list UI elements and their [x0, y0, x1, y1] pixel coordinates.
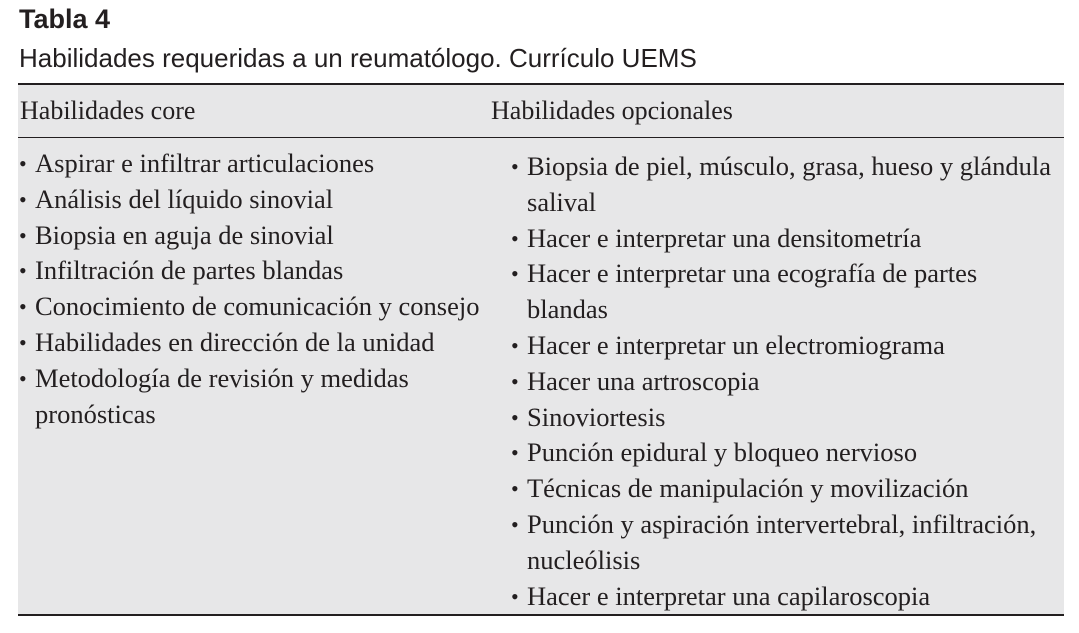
list-item [18, 289, 480, 325]
bullet-icon: • [511, 225, 519, 251]
bullet-icon: • [511, 404, 519, 430]
bullet-icon: • [19, 151, 27, 176]
list-item [18, 182, 480, 218]
list-item [510, 471, 1062, 507]
list-item-text: Análisis del líquido sinovial [35, 183, 334, 214]
skills-table [18, 83, 1064, 616]
list-item [18, 325, 480, 361]
list-item [510, 364, 1062, 400]
list-item-text: Punción epidural y bloqueo nervioso [527, 437, 918, 468]
column-header-core: Habilidades core [20, 96, 196, 125]
optional-skills-list [510, 149, 1062, 614]
core-skills-list [18, 146, 480, 432]
list-item [18, 253, 480, 289]
bullet-icon: • [511, 261, 519, 287]
bullet-icon: • [19, 365, 27, 391]
bullet-icon: • [511, 511, 519, 537]
list-item [510, 328, 1062, 364]
list-item-text: Infiltración de partes blandas [35, 255, 344, 286]
bullet-icon: • [511, 476, 519, 502]
bullet-icon: • [511, 154, 519, 179]
list-item-text: Sinoviortesis [527, 401, 666, 432]
list-item-text: Técnicas de manipulación y movilización [527, 473, 969, 504]
table-title: Tabla 4 [19, 4, 111, 34]
list-item-text: Conocimiento de comunicación y consejo [35, 291, 480, 322]
list-item-text: Punción y aspiración intervertebral, infiltración, nucleólisis [527, 508, 1037, 575]
list-item-text: Hacer e interpretar una densitometría [527, 222, 922, 253]
bullet-icon: • [19, 222, 27, 248]
list-item-text: Hacer e interpretar una capilaroscopia [527, 580, 931, 611]
list-item-text: Hacer e interpretar un electromiograma [527, 329, 945, 360]
list-item [510, 579, 1062, 615]
list-item-text: Biopsia en aguja de sinovial [35, 219, 334, 250]
list-item-text: Habilidades en dirección de la unidad [35, 326, 435, 357]
column-header-optional: Habilidades opcionales [491, 96, 733, 125]
header-divider [18, 137, 1064, 138]
bullet-icon: • [19, 258, 27, 284]
list-item-text: Biopsia de piel, músculo, grasa, hueso y glándula salival [527, 151, 1052, 217]
list-item-text: Aspirar e infiltrar articulaciones [35, 148, 375, 178]
list-item [510, 149, 1062, 221]
list-item [510, 435, 1062, 471]
list-item-text: Metodología de revisión y medidas pronósticas [35, 362, 409, 429]
list-item [510, 221, 1062, 257]
list-item [510, 256, 1062, 328]
bullet-icon: • [511, 583, 519, 609]
bullet-icon: • [511, 332, 519, 358]
bullet-icon: • [19, 329, 27, 355]
bullet-icon: • [511, 368, 519, 394]
list-item [18, 218, 480, 254]
list-item-text: Hacer una artroscopia [527, 365, 760, 396]
table-caption: Habilidades requeridas a un reumatólogo. Currículo UEMS [19, 43, 697, 73]
bullet-icon: • [19, 186, 27, 212]
list-item-text: Hacer e interpretar una ecografía de partes blandas [527, 258, 978, 325]
bullet-icon: • [19, 294, 27, 320]
list-item [18, 146, 480, 182]
bullet-icon: • [511, 440, 519, 466]
list-item [510, 507, 1062, 579]
list-item [18, 361, 480, 433]
list-item [510, 400, 1062, 436]
